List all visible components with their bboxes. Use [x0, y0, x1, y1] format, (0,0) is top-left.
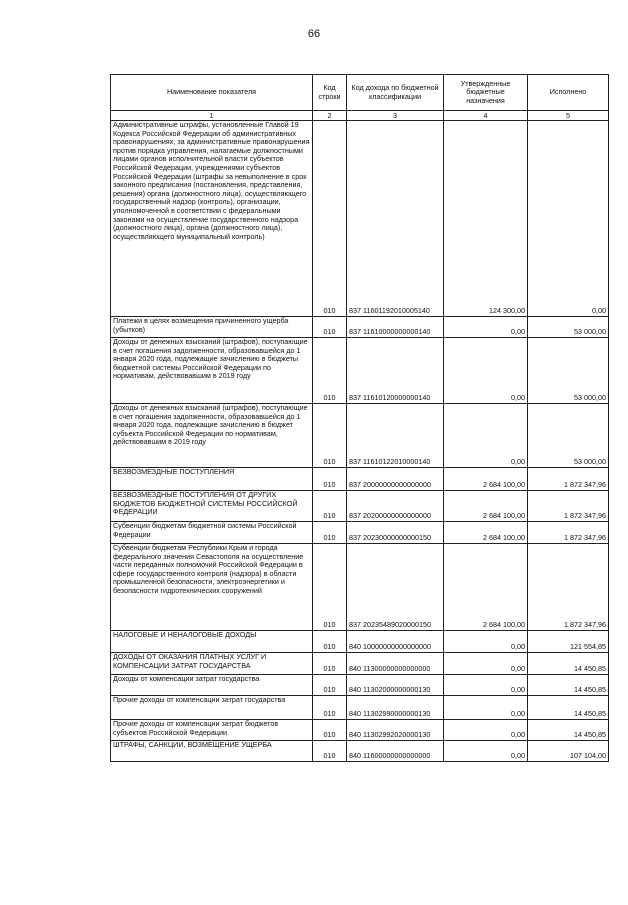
row-kbk: 837 20200000000000000 — [347, 491, 444, 522]
row-executed: 1 872 347,96 — [528, 522, 609, 544]
table-row — [111, 468, 609, 491]
row-code: 010 — [313, 338, 347, 404]
row-kbk: 840 11600000000000000 — [347, 741, 444, 762]
row-kbk: 837 11610000000000140 — [347, 317, 444, 338]
col-index: 4 — [444, 111, 528, 121]
row-kbk: 840 10000000000000000 — [347, 631, 444, 653]
table-row — [111, 675, 609, 696]
table-row — [111, 522, 609, 544]
page-number: 66 — [307, 28, 321, 40]
row-executed: 1 872 347,96 — [528, 544, 609, 631]
row-executed: 14 450,85 — [528, 720, 609, 741]
row-executed: 14 450,85 — [528, 696, 609, 720]
row-approved: 2 684 100,00 — [444, 544, 528, 631]
table-row — [111, 317, 609, 338]
row-approved: 0,00 — [444, 404, 528, 468]
row-code: 010 — [313, 544, 347, 631]
row-name: Прочие доходы от компенсации затрат государства — [111, 696, 313, 720]
row-code: 010 — [313, 317, 347, 338]
row-executed: 53 000,00 — [528, 338, 609, 404]
row-name: ДОХОДЫ ОТ ОКАЗАНИЯ ПЛАТНЫХ УСЛУГ И КОМПЕНСАЦИИ ЗАТРАТ ГОСУДАРСТВА — [111, 653, 313, 675]
row-executed: 14 450,85 — [528, 653, 609, 675]
row-kbk: 840 11302000000000130 — [347, 675, 444, 696]
table-row — [111, 544, 609, 631]
row-executed: 107 104,00 — [528, 741, 609, 762]
table-row — [111, 121, 609, 317]
row-code: 010 — [313, 741, 347, 762]
row-name: НАЛОГОВЫЕ И НЕНАЛОГОВЫЕ ДОХОДЫ — [111, 631, 313, 653]
revenue-table — [110, 74, 609, 762]
col-index: 3 — [347, 111, 444, 121]
col-header-code: Код строки — [313, 75, 347, 111]
table-row — [111, 653, 609, 675]
row-name: Прочие доходы от компенсации затрат бюджетов субъектов Российской Федерации — [111, 720, 313, 741]
col-header-name: Наименование показателя — [111, 75, 313, 111]
col-header-approved: Утвержденные бюджетные назначения — [444, 75, 528, 111]
row-kbk: 837 11610122010000140 — [347, 404, 444, 468]
row-name: Доходы от компенсации затрат государства — [111, 675, 313, 696]
row-approved: 0,00 — [444, 631, 528, 653]
row-approved: 2 684 100,00 — [444, 491, 528, 522]
row-approved: 124 300,00 — [444, 121, 528, 317]
col-index: 2 — [313, 111, 347, 121]
row-kbk: 840 11302990000000130 — [347, 696, 444, 720]
row-name: Субвенции бюджетам Республики Крым и города федерального значения Севастополя на осуществление части переданных полномочий Российской Федерации в сфере государственного контроля (надзора) в области промышленной безопасности, электроэнергетики и безопасности гидротехнических сооружений — [111, 544, 313, 631]
row-approved: 0,00 — [444, 653, 528, 675]
row-name: БЕЗВОЗМЕЗДНЫЕ ПОСТУПЛЕНИЯ — [111, 468, 313, 491]
row-code: 010 — [313, 631, 347, 653]
row-approved: 2 684 100,00 — [444, 522, 528, 544]
row-code: 010 — [313, 468, 347, 491]
row-name: Субвенции бюджетам бюджетной системы Российской Федерации — [111, 522, 313, 544]
row-code: 010 — [313, 653, 347, 675]
row-code: 010 — [313, 696, 347, 720]
row-executed: 14 450,85 — [528, 675, 609, 696]
table-row — [111, 338, 609, 404]
row-executed: 53 000,00 — [528, 404, 609, 468]
row-kbk: 837 11610120000000140 — [347, 338, 444, 404]
row-approved: 0,00 — [444, 741, 528, 762]
table-row — [111, 720, 609, 741]
row-code: 010 — [313, 720, 347, 741]
row-approved: 0,00 — [444, 720, 528, 741]
row-name: Доходы от денежных взысканий (штрафов), поступающие в счет погашения задолженности, образовавшейся до 1 января 2020 года, подлежащие зачислению в бюджет субъекта Российской Федерации по нормативам, действовавшим в 2019 году — [111, 404, 313, 468]
row-kbk: 840 11302992020000130 — [347, 720, 444, 741]
col-index: 1 — [111, 111, 313, 121]
row-name: Доходы от денежных взысканий (штрафов), поступающие в счет погашения задолженности, образовавшейся до 1 января 2020 года, подлежащие зачислению в бюджеты бюджетной системы Российской Федерации по нормативам, действовавшим в 2019 году — [111, 338, 313, 404]
table-row — [111, 696, 609, 720]
row-kbk: 837 20235489020000150 — [347, 544, 444, 631]
row-kbk: 837 11601192010005140 — [347, 121, 444, 317]
header-row — [111, 75, 609, 111]
row-approved: 0,00 — [444, 317, 528, 338]
col-header-kbk: Код дохода по бюджетной классификации — [347, 75, 444, 111]
row-code: 010 — [313, 404, 347, 468]
row-kbk: 837 20230000000000150 — [347, 522, 444, 544]
column-index-row — [111, 111, 609, 121]
table-row — [111, 491, 609, 522]
row-code: 010 — [313, 522, 347, 544]
row-approved: 0,00 — [444, 338, 528, 404]
row-executed: 121 554,85 — [528, 631, 609, 653]
col-index: 5 — [528, 111, 609, 121]
row-code: 010 — [313, 491, 347, 522]
row-name: ШТРАФЫ, САНКЦИИ, ВОЗМЕЩЕНИЕ УЩЕРБА — [111, 741, 313, 762]
row-name: Платежи в целях возмещения причиненного ущерба (убытков) — [111, 317, 313, 338]
row-executed: 53 000,00 — [528, 317, 609, 338]
row-code: 010 — [313, 675, 347, 696]
row-approved: 0,00 — [444, 675, 528, 696]
col-header-executed: Исполнено — [528, 75, 609, 111]
row-name: Административные штрафы, установленные Главой 19 Кодекса Российской Федерации об административных правонарушениях, за административные правонарушения против порядка управления, налагаемые должностными лицами органов исполнительной власти субъектов Российской Федерации, учреждениями субъектов Российской Федерации (штрафы за невыполнение в срок законного предписания (постановления, представления, решения) органа (должностного лица), осуществляющего государственный надзор (контроль), организации, уполномоченной в соответствии с федеральными законами на осуществление государственного надзора (должностного лица), органа (должностного лица), осуществляющего муниципальный контроль) — [111, 121, 313, 317]
row-executed: 1 872 347,96 — [528, 468, 609, 491]
row-approved: 0,00 — [444, 696, 528, 720]
row-kbk: 837 20000000000000000 — [347, 468, 444, 491]
row-kbk: 840 11300000000000000 — [347, 653, 444, 675]
row-approved: 2 684 100,00 — [444, 468, 528, 491]
row-code: 010 — [313, 121, 347, 317]
table-row — [111, 741, 609, 762]
row-name: БЕЗВОЗМЕЗДНЫЕ ПОСТУПЛЕНИЯ ОТ ДРУГИХ БЮДЖЕТОВ БЮДЖЕТНОЙ СИСТЕМЫ РОССИЙСКОЙ ФЕДЕРАЦИИ — [111, 491, 313, 522]
table-row — [111, 631, 609, 653]
row-executed: 0,00 — [528, 121, 609, 317]
table-row — [111, 404, 609, 468]
row-executed: 1 872 347,96 — [528, 491, 609, 522]
